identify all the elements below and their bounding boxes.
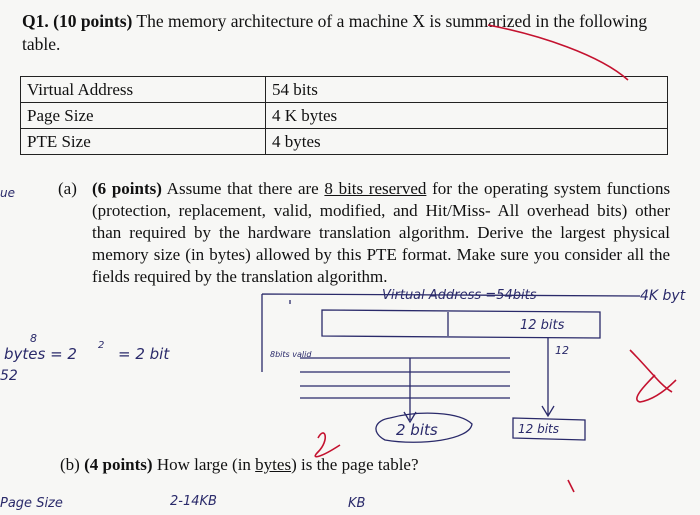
- part-b-text-after: ) is the page table?: [291, 455, 419, 474]
- hand-12-bits-bottom: 12 bits: [518, 422, 559, 436]
- down-arrow: [542, 338, 554, 416]
- part-a-text-after: for the operating system functions (protection, replacement, valid, modified, and Hit/Miss- All overhead bits) other than required by the hardware translation algorithm. Derive the largest physical memory size (in bytes) allowed by this PTE format. Make sure you consider all the fields required by the translation algorithm.: [92, 179, 671, 286]
- table-cell-value: 4 K bytes: [266, 103, 668, 129]
- pen-strokes: [262, 294, 640, 442]
- hand-margin-bottom: 52: [0, 368, 18, 384]
- hand-bytes-eq: bytes = 2: [4, 345, 77, 363]
- table-cell-field: Virtual Address: [21, 77, 266, 103]
- hand-12-bits-top: 12 bits: [520, 318, 565, 333]
- hand-page-size: Page Size: [0, 496, 63, 511]
- part-a-points: (6 points): [92, 179, 162, 198]
- hand-two-bits-box: 2 bits: [396, 421, 438, 439]
- red-mark-check: [315, 433, 340, 457]
- table-cell-value: 54 bits: [266, 77, 668, 103]
- hand-valid-bits: 8bits valid: [270, 350, 312, 359]
- hand-bottom-right: KB: [348, 496, 366, 511]
- question-label: Q1. (10 points): [22, 11, 133, 31]
- hand-virtual-address: Virtual Address =54bits: [382, 288, 537, 303]
- part-b-label: (b): [60, 455, 80, 474]
- hand-two-bit: = 2 bit: [118, 345, 170, 363]
- diagram-frame-line: [262, 294, 640, 372]
- red-mark-loop: [630, 350, 676, 402]
- hand-bottom-scrawl: 2-14KB: [170, 494, 217, 509]
- red-tick: [568, 480, 574, 492]
- hand-4k: 4K byt: [640, 288, 686, 304]
- red-pen-strokes: [315, 25, 676, 492]
- part-a-text-before: Assume that there are: [166, 179, 319, 198]
- red-mark-curve: [488, 25, 628, 80]
- pte-box-lines: [300, 386, 510, 398]
- part-b-underlined: bytes: [255, 455, 292, 474]
- part-b-text-before: How large (in: [156, 455, 251, 474]
- table-cell-value: 4 bytes: [266, 129, 668, 155]
- hand-margin-top: ue: [0, 186, 15, 200]
- hand-12-small: 12: [555, 344, 569, 357]
- question-intro: The memory architecture of a machine X is summarized in the following table.: [22, 11, 648, 54]
- table-cell-field: PTE Size: [21, 129, 266, 155]
- pte-box-lines: [300, 358, 510, 372]
- part-a-label: (a): [58, 179, 77, 198]
- down-arrow: [404, 358, 416, 422]
- hand-exp-8: 8: [30, 332, 37, 345]
- part-b-points: (4 points): [84, 455, 153, 474]
- table-cell-field: Page Size: [21, 103, 266, 129]
- hand-exp-2: 2: [98, 340, 105, 351]
- part-a-underlined: 8 bits reserved: [324, 179, 427, 198]
